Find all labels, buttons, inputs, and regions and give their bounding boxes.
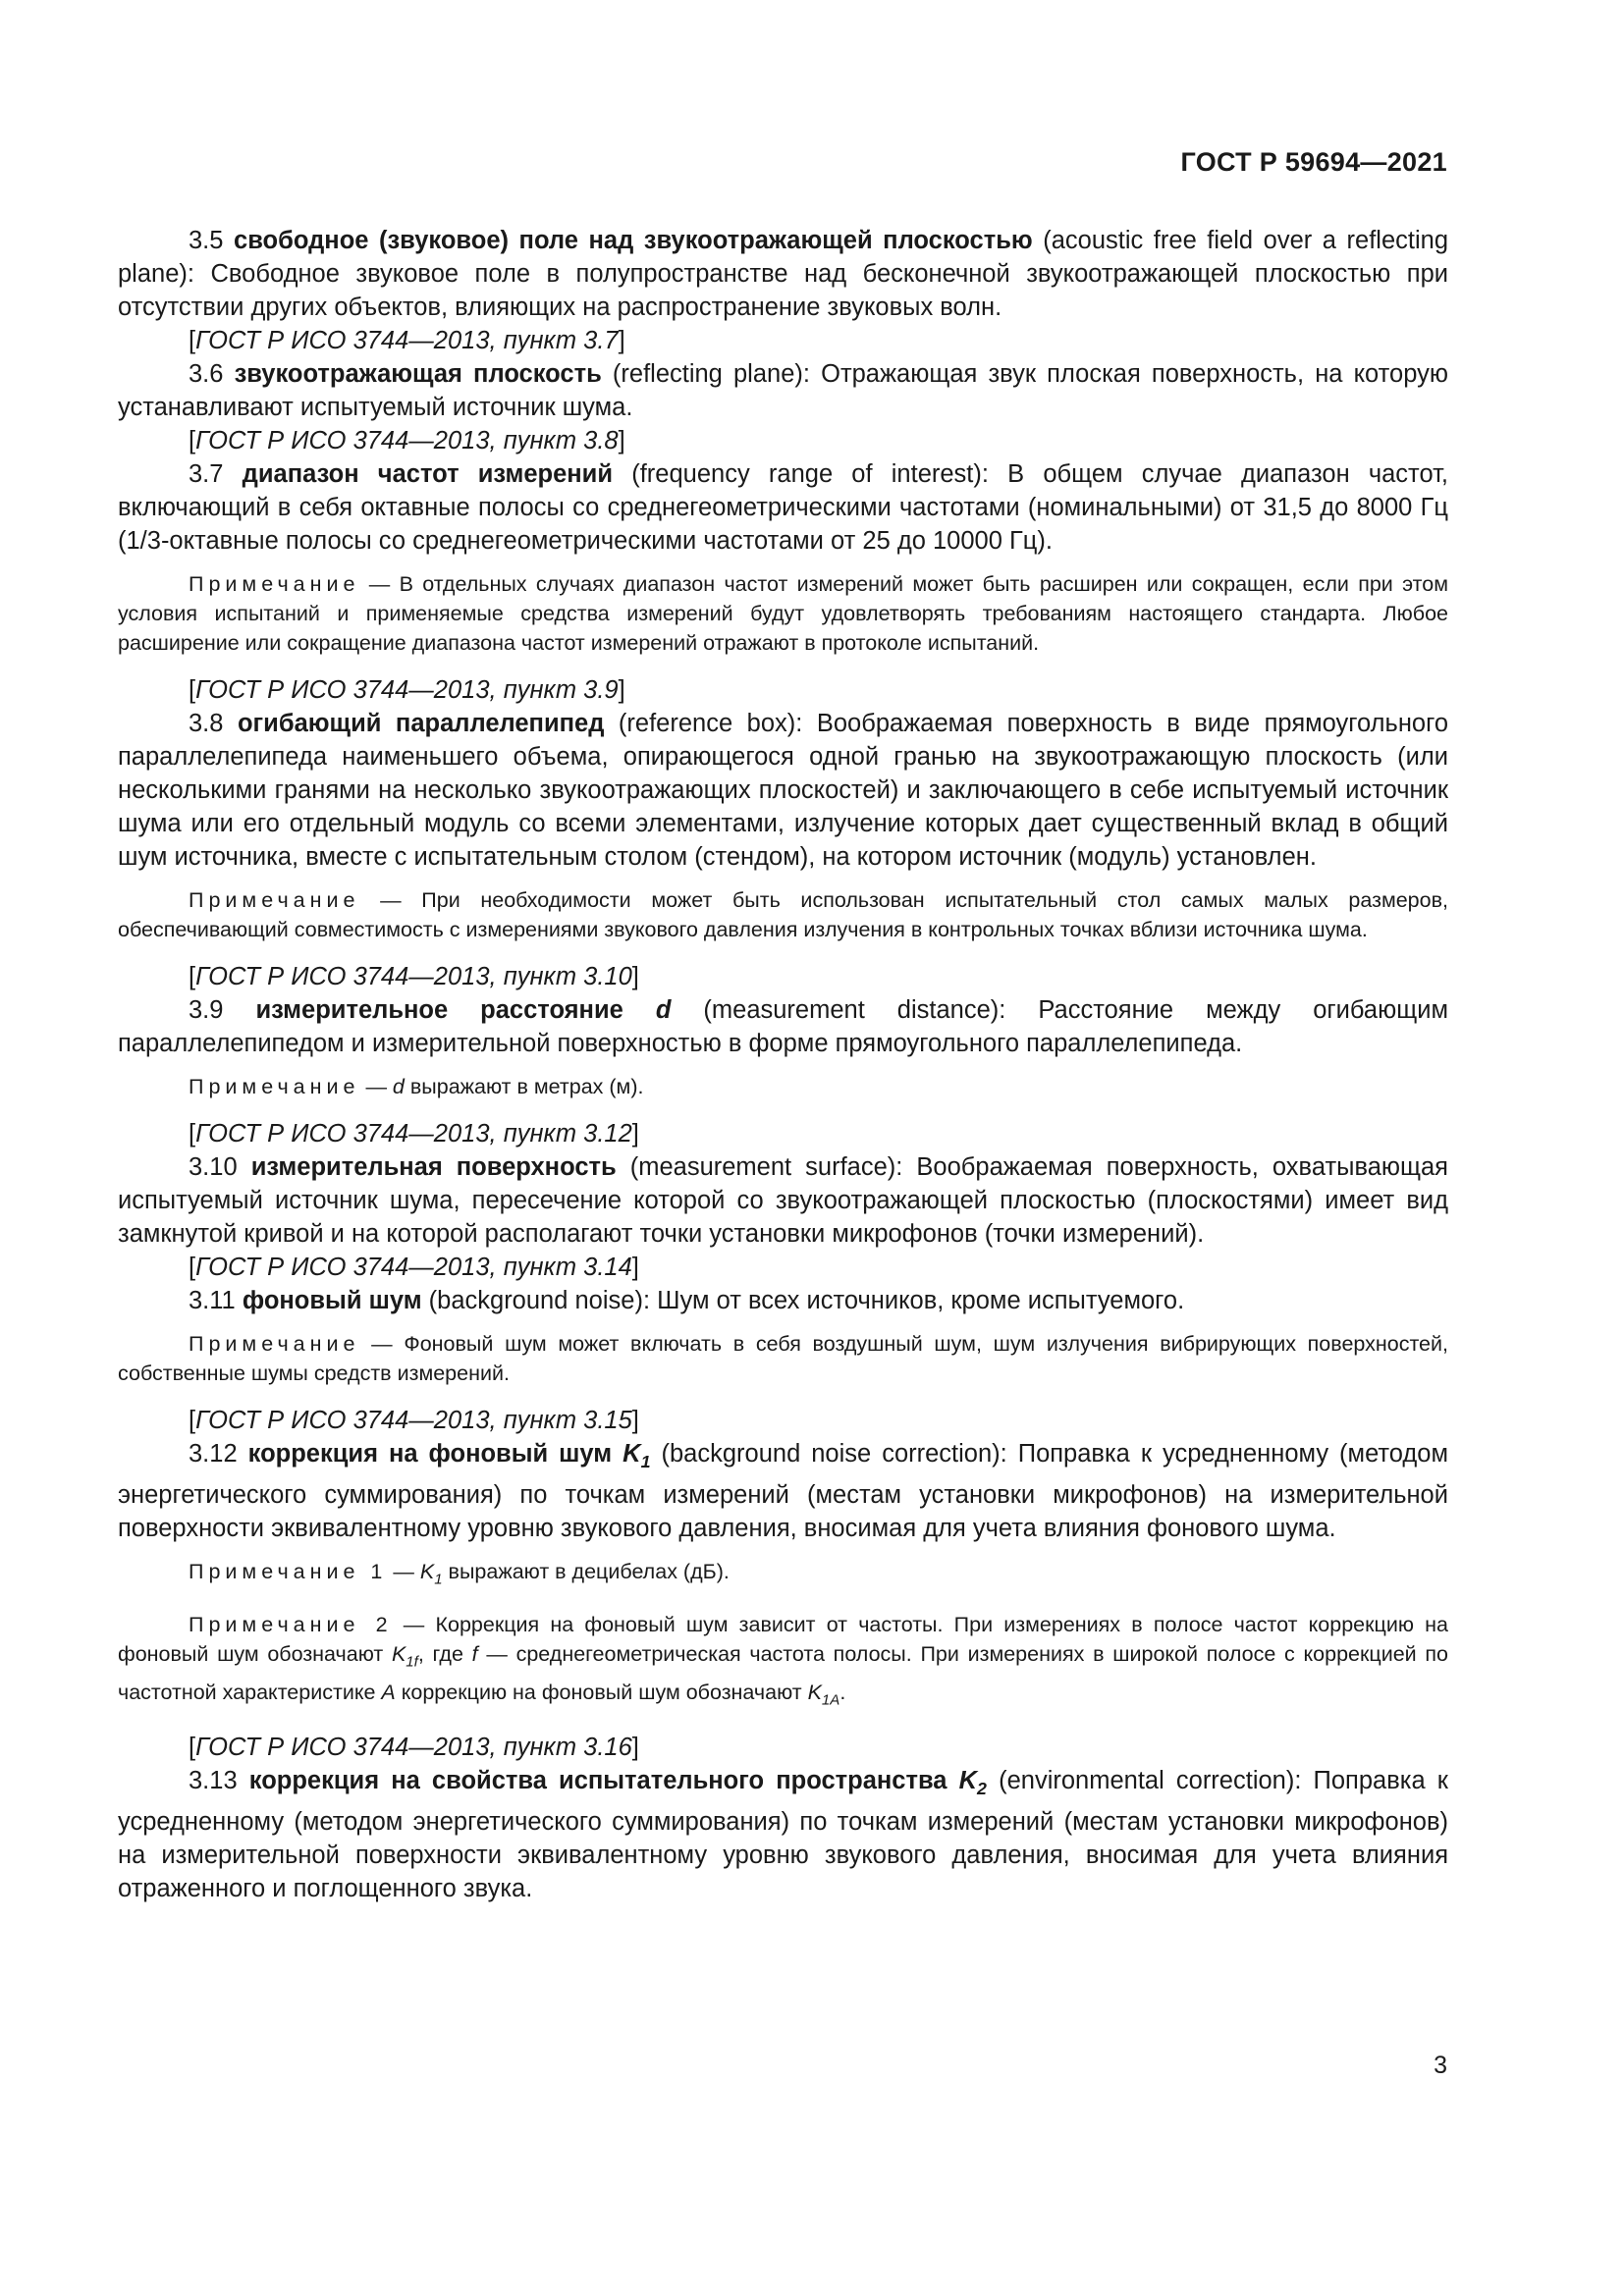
term-3-13 xyxy=(118,1764,1448,1905)
note-3-8 xyxy=(118,885,1448,944)
term-english: (reference box): xyxy=(618,710,803,737)
note-text: выражают в метрах (м). xyxy=(409,1075,644,1098)
term-english: (frequency range of interest): xyxy=(631,460,989,488)
term-english: (background noise correction): xyxy=(661,1440,1007,1468)
reference-text: ГОСТ Р ИСО 3744—2013, пункт 3.10 xyxy=(195,963,632,990)
term-definition: Свободное звуковое поле в полупространстве над бесконечной звукоотражающей плоскостью при отсутствии других объектов, влияющих на распространение звуковых волн. xyxy=(118,260,1448,321)
note-3-7 xyxy=(118,569,1448,658)
page-content xyxy=(118,224,1448,1905)
reference-3-12: [ГОСТ Р ИСО 3744—2013, пункт 3.16] xyxy=(189,1733,639,1761)
reference-text: ГОСТ Р ИСО 3744—2013, пункт 3.12 xyxy=(195,1120,632,1148)
term-name: свободное (звуковое) поле над звукоотражающей плоскостью xyxy=(234,227,1033,254)
note-label: Примечание 1 xyxy=(189,1560,388,1584)
reference-text: ГОСТ Р ИСО 3744—2013, пункт 3.7 xyxy=(195,327,619,354)
term-english: (acoustic free field over a reflecting plane): xyxy=(118,227,1448,288)
term-3-9 xyxy=(118,993,1448,1060)
term-number: 3.6 xyxy=(189,360,224,388)
term-name: коррекция на фоновый шум xyxy=(247,1440,613,1468)
term-symbol: $K_2$ xyxy=(958,1766,987,1799)
note-text: — При необходимости может быть использован испытательный стол самых малых размеров, обеспечивающий совместимость с измерениями звукового давления излучения в контрольных точках вблизи источника шума. xyxy=(118,888,1448,941)
reference-text: ГОСТ Р ИСО 3744—2013, пункт 3.8 xyxy=(195,427,619,454)
term-number: 3.10 xyxy=(189,1153,238,1181)
note-symbol: $K_1$ xyxy=(419,1560,443,1588)
document-header: ГОСТ Р 59694—2021 xyxy=(1180,147,1447,177)
term-3-7 xyxy=(118,457,1448,558)
note-3-12-1 xyxy=(118,1557,1448,1594)
term-symbol: $K_1$ xyxy=(623,1440,651,1472)
term-3-6 xyxy=(118,357,1448,424)
note-3-11 xyxy=(118,1329,1448,1388)
term-name: измерительная поверхность xyxy=(250,1153,617,1181)
term-number: 3.9 xyxy=(189,996,224,1024)
term-name: коррекция на свойства испытательного пространства xyxy=(248,1766,947,1794)
term-definition: Воображаемая поверхность, охватывающая испытуемый источник шума, пересечение которой со звукоотражающей плоскостью (плоскостями) имеет вид замкнутой кривой и на которой располагают точки установки микрофонов (точки измерений). xyxy=(118,1153,1448,1248)
term-definition: Поправка к усредненному (методом энергетического суммирования) по точкам измерений (местам установки микрофонов) на измерительной поверхности эквивалентному уровню звукового давления, вносимая для учета влияния отраженного и поглощенного звука. xyxy=(118,1766,1448,1903)
note-label: Примечание 2 xyxy=(189,1613,393,1637)
reference-text: ГОСТ Р ИСО 3744—2013, пункт 3.9 xyxy=(195,676,619,704)
term-definition: Шум от всех источников, кроме испытуемого. xyxy=(657,1287,1185,1314)
note-label: Примечание xyxy=(189,572,360,596)
term-number: 3.12 xyxy=(189,1440,238,1468)
term-definition: Отражающая звук плоская поверхность, на которую устанавливают испытуемый источник шума. xyxy=(118,360,1448,421)
term-symbol: d xyxy=(655,996,672,1024)
note-dash: — xyxy=(365,1075,387,1098)
term-english: (measurement distance): xyxy=(703,996,1006,1024)
note-label: Примечание xyxy=(189,1332,360,1356)
term-3-5 xyxy=(118,224,1448,324)
term-name: огибающий параллелепипед xyxy=(237,710,605,737)
term-number: 3.5 xyxy=(189,227,224,254)
term-3-12 xyxy=(118,1437,1448,1545)
reference-text: ГОСТ Р ИСО 3744—2013, пункт 3.16 xyxy=(195,1733,632,1761)
term-definition: Расстояние между огибающим параллелепипедом и измерительной поверхностью в форме прямоугольного параллелепипеда. xyxy=(118,996,1448,1057)
note-label: Примечание xyxy=(189,1075,360,1098)
note-symbol: d xyxy=(392,1075,405,1098)
term-name: звукоотражающая плоскость xyxy=(234,360,602,388)
reference-3-9: [ГОСТ Р ИСО 3744—2013, пункт 3.12] xyxy=(189,1120,639,1148)
note-dash: — xyxy=(393,1560,414,1584)
term-definition: Воображаемая поверхность в виде прямоугольного параллелепипеда наименьшего объема, опирающегося одной гранью на звукоотражающую плоскость (или несколькими гранями на несколько звукоотражающих плоскостей) и заключающего в себе испытуемый источник шума или его отдельный модуль со всеми элементами, излучение которых дает существенный вклад в общий шум источника, вместе с испытательным столом (стендом), на котором источник (модуль) установлен. xyxy=(118,710,1449,871)
note-3-9 xyxy=(118,1072,1448,1101)
term-english: (background noise): xyxy=(428,1287,651,1314)
term-english: (environmental correction): xyxy=(999,1766,1302,1794)
term-definition: В общем случае диапазон частот, включающий в себя октавные полосы со среднегеометрическими частотами (номинальными) от 31,5 до 8000 Гц (1/3-октавные полосы со среднегеометрическими частотами от 25 до 10000 Гц). xyxy=(118,460,1449,555)
note-label: Примечание xyxy=(189,888,360,912)
reference-3-5: [ГОСТ Р ИСО 3744—2013, пункт 3.7] xyxy=(189,327,625,354)
note-symbol: $K_{1A}$ xyxy=(807,1680,840,1708)
note-text: выражают в децибелах (дБ). xyxy=(448,1560,730,1584)
reference-3-10: [ГОСТ Р ИСО 3744—2013, пункт 3.14] xyxy=(189,1254,639,1281)
note-text: — Коррекция на фоновый шум зависит от частоты. При измерениях в полосе частот коррекцию на фоновый шум обозначают xyxy=(118,1613,1448,1667)
reference-text: ГОСТ Р ИСО 3744—2013, пункт 3.14 xyxy=(195,1254,632,1281)
term-3-11 xyxy=(118,1284,1448,1317)
page-number: 3 xyxy=(1434,2052,1447,2079)
term-3-8 xyxy=(118,707,1448,874)
term-english: (measurement surface): xyxy=(629,1153,903,1181)
term-definition: Поправка к усредненному (методом энергетического суммирования) по точкам измерений (местам установки микрофонов) на измерительной поверхности эквивалентному уровню звукового давления, вносимая для учета влияния фонового шума. xyxy=(118,1440,1449,1543)
note-3-12-2: Примечание 2 — Коррекция на фоновый шум зависит от частоты. При измерениях в полосе частот коррекцию на фоновый шум обозначают $K_{1f}$, где f — среднегеометрическая частота полосы. При измерениях в широкой полосе с коррекцией по частотной характеристике A коррекцию на фоновый шум обозначают $K_{1A}$. xyxy=(118,1613,1448,1708)
reference-3-6: [ГОСТ Р ИСО 3744—2013, пункт 3.8] xyxy=(189,427,625,454)
reference-3-7: [ГОСТ Р ИСО 3744—2013, пункт 3.9] xyxy=(189,676,625,704)
note-symbol: $K_{1f}$ xyxy=(391,1642,418,1671)
reference-text: ГОСТ Р ИСО 3744—2013, пункт 3.15 xyxy=(195,1407,632,1434)
term-name: диапазон частот измерений xyxy=(242,460,614,488)
term-3-10 xyxy=(118,1150,1448,1251)
term-name: измерительное расстояние xyxy=(255,996,623,1024)
term-name: фоновый шум xyxy=(242,1287,422,1314)
reference-3-8: [ГОСТ Р ИСО 3744—2013, пункт 3.10] xyxy=(189,963,639,990)
note-text: — Фоновый шум может включать в себя воздушный шум, шум излучения вибрирующих поверхностей, собственные шумы средств измерений. xyxy=(118,1332,1448,1385)
term-number: 3.11 xyxy=(189,1287,236,1314)
term-number: 3.8 xyxy=(189,710,224,737)
term-number: 3.13 xyxy=(189,1766,238,1794)
note-text: — В отдельных случаях диапазон частот измерений может быть расширен или сокращен, если при этом условия испытаний и применяемые средства измерений будут удовлетворять требованиям настоящего стандарта. Любое расширение или сокращение диапазона частот измерений отражают в протоколе испытаний. xyxy=(118,572,1448,655)
term-english: (reflecting plane): xyxy=(612,360,810,388)
term-number: 3.7 xyxy=(189,460,224,488)
reference-3-11: [ГОСТ Р ИСО 3744—2013, пункт 3.15] xyxy=(189,1407,639,1434)
